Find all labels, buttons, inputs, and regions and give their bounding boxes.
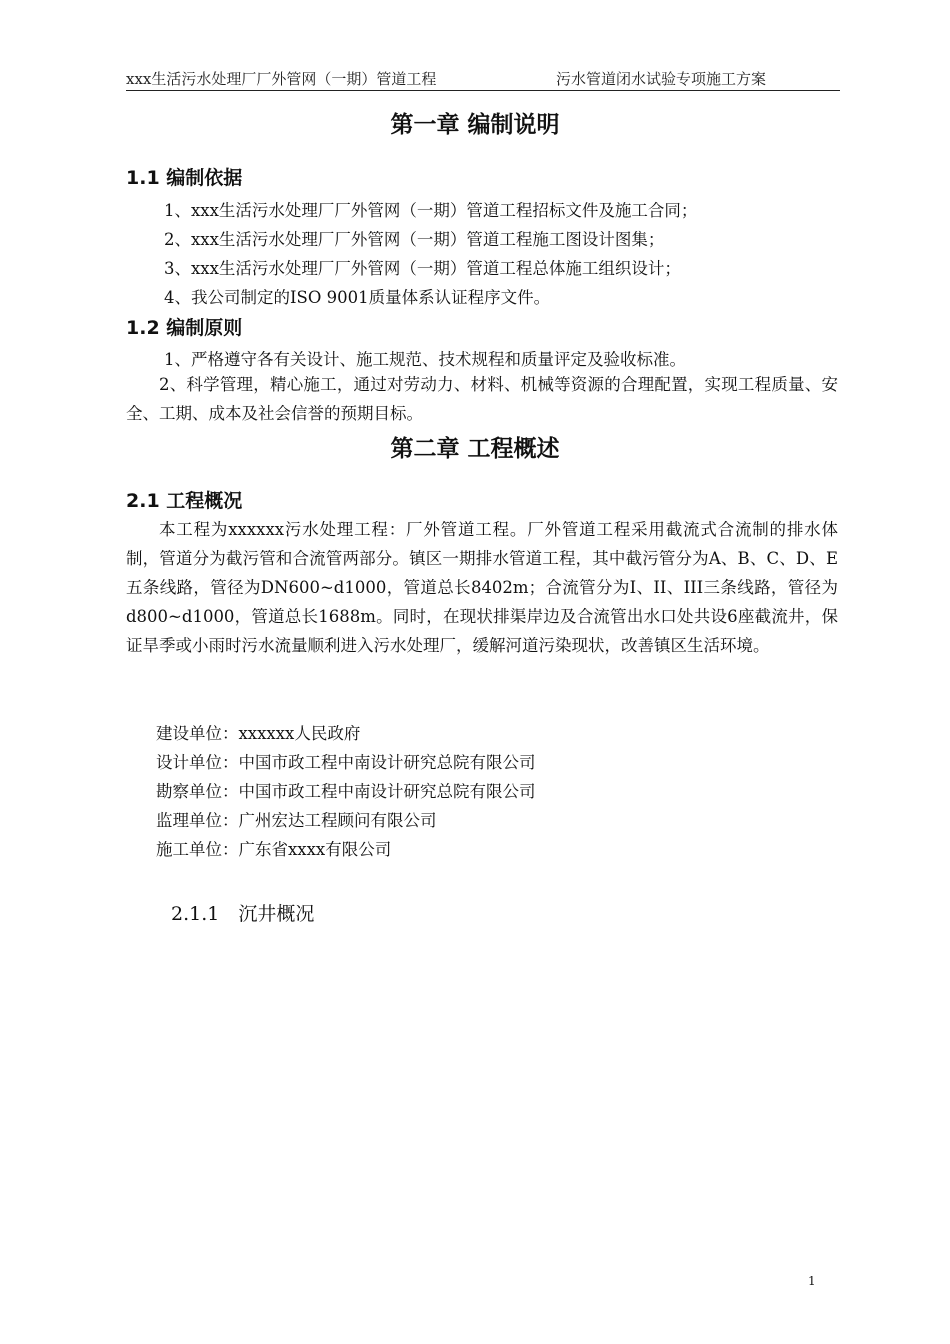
survey-unit: 勘察单位：中国市政工程中南设计研究总院有限公司 xyxy=(156,782,536,801)
section-2-1-title: 2.1 工程概况 xyxy=(126,490,243,512)
principle-item-1: 1、严格遵守各有关设计、施工规范、技术规程和质量评定及验收标准。 xyxy=(164,350,686,369)
section-1-1-title: 1.1 编制依据 xyxy=(126,167,243,189)
chapter-1-title: 第一章 编制说明 xyxy=(390,112,560,138)
owner-unit: 建设单位：xxxxxx人民政府 xyxy=(156,724,361,743)
header-document-title: 污水管道闭水试验专项施工方案 xyxy=(556,70,767,88)
basis-item-1: 1、xxx生活污水处理厂厂外管网（一期）管道工程招标文件及施工合同； xyxy=(164,201,698,220)
section-1-2-title: 1.2 编制原则 xyxy=(126,317,243,339)
basis-item-3: 3、xxx生活污水处理厂厂外管网（一期）管道工程总体施工组织设计； xyxy=(164,259,681,278)
page-number: 1 xyxy=(808,1274,816,1288)
header-project-title: xxx生活污水处理厂厂外管网（一期）管道工程 xyxy=(126,70,437,88)
basis-item-2: 2、xxx生活污水处理厂厂外管网（一期）管道工程施工图设计图集； xyxy=(164,230,665,249)
project-overview-paragraph: 本工程为xxxxxx污水处理工程：厂外管道工程。厂外管道工程采用截流式合流制的排水体制，管道分为截污管和合流管两部分。镇区一期排水管道工程，其中截污管分为A、B、C、D、E五条线路，管径为DN600~d1000，管道总长8402m；合流管分为I、II、III三条线路，管径为d800~d1000，管道总长1688m。同时，在现状排渠岸边及合流管出水口处共设6座截流井，保证旱季或小雨时污水流量顺利进入污水处理厂，缓解河道污染现状，改善镇区生活环境。 xyxy=(126,520,838,655)
subsection-2-1-1-title: 2.1.1 沉井概况 xyxy=(171,903,315,925)
principle-item-2: 2、科学管理，精心施工，通过对劳动力、材料、机械等资源的合理配置，实现工程质量、安全、工期、成本及社会信誉的预期目标。 xyxy=(126,375,838,423)
construction-unit: 施工单位：广东省xxxx有限公司 xyxy=(156,840,392,859)
basis-item-4: 4、我公司制定的ISO 9001质量体系认证程序文件。 xyxy=(164,288,551,307)
page-header xyxy=(126,68,840,91)
supervision-unit: 监理单位：广州宏达工程顾问有限公司 xyxy=(156,811,437,830)
design-unit: 设计单位：中国市政工程中南设计研究总院有限公司 xyxy=(156,753,536,772)
chapter-2-title: 第二章 工程概述 xyxy=(390,436,560,462)
